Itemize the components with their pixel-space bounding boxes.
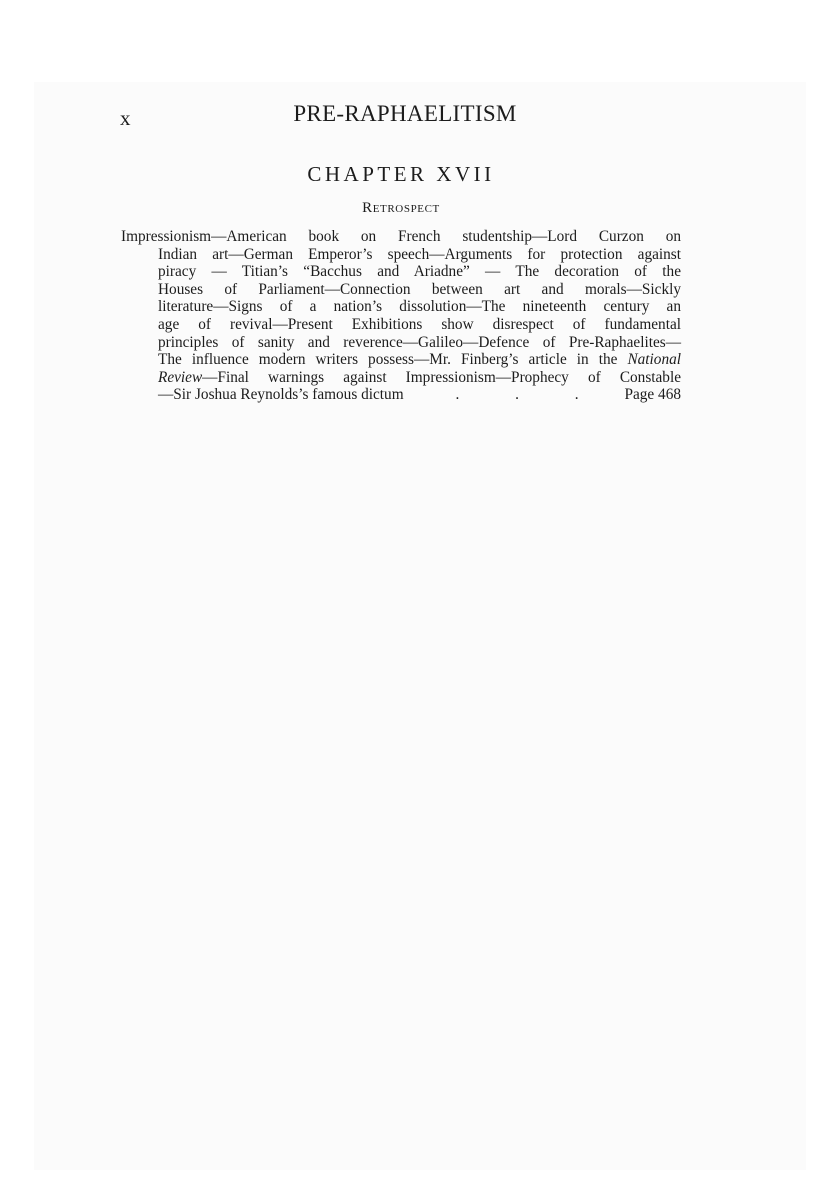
synopsis-line	[121, 351, 681, 369]
synopsis-line: piracy — Titian’s “Bacchus and Ariadne” — The decoration of the	[158, 263, 681, 281]
synopsis-last-line	[121, 386, 681, 404]
synopsis-line: principles of sanity and reverence—Galileo—Defence of Pre-Raphaelites—	[158, 333, 681, 351]
chapter-synopsis	[121, 228, 681, 404]
page-number: x	[120, 106, 131, 130]
synopsis-line	[121, 369, 681, 387]
synopsis-line-text: —Final warnings against Impressionism—Prophecy of Constable	[202, 368, 681, 386]
synopsis-line: age of revival—Present Exhibitions show disrespect of fundamental	[158, 315, 681, 333]
synopsis-line: Indian art—German Emperor’s speech—Arguments for protection against	[158, 245, 681, 263]
page-reference: Page 468	[624, 386, 681, 404]
synopsis-line-text: —Sir Joshua Reynolds’s famous dictum	[158, 386, 404, 404]
periodical-title-review: Review	[158, 368, 203, 386]
chapter-title: CHAPTER XVII	[307, 162, 495, 186]
synopsis-line: Impressionism—American book on French studentship—Lord Curzon on	[121, 228, 681, 245]
running-head: PRE-RAPHAELITISM	[293, 101, 517, 126]
leader-dot: .	[515, 386, 519, 404]
synopsis-line: Houses of Parliament—Connection between art and morals—Sickly	[158, 280, 681, 298]
synopsis-line-text: The influence modern writers possess—Mr. Finberg’s article in the	[158, 351, 628, 369]
synopsis-line: literature—Signs of a nation’s dissolution—The nineteenth century an	[158, 298, 681, 316]
chapter-subtitle: Retrospect	[362, 200, 440, 216]
leader-dots	[404, 386, 625, 404]
leader-dot: .	[574, 386, 579, 404]
leader-dot: .	[455, 386, 460, 404]
periodical-title-national: National	[627, 351, 681, 369]
